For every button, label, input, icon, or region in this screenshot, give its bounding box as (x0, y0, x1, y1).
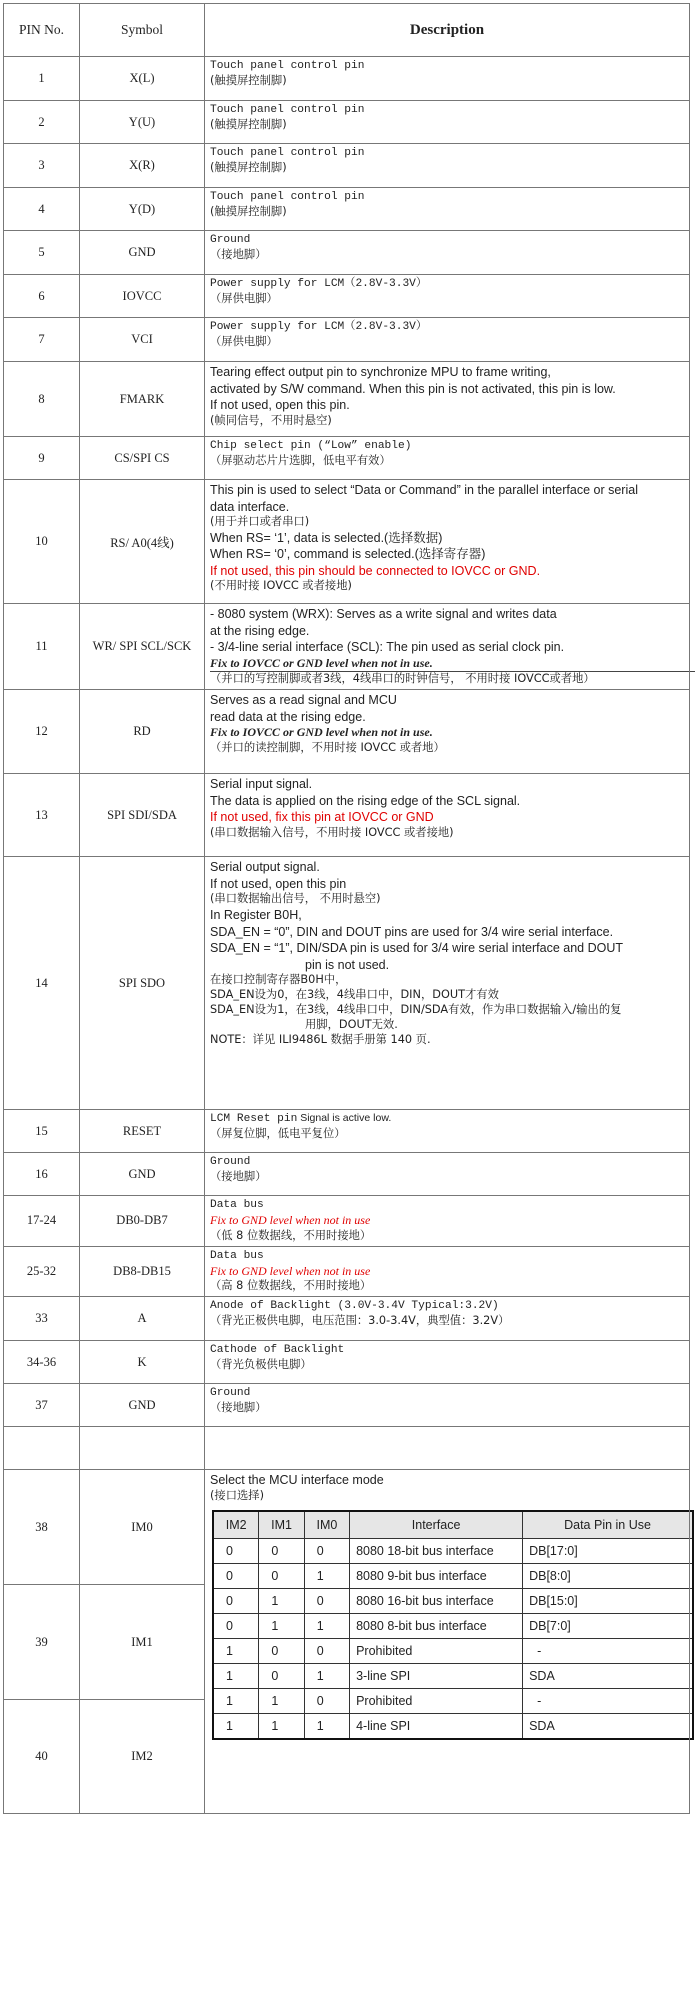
description-line (210, 439, 685, 454)
pin-symbol: GND (80, 1153, 205, 1196)
im-mode-table (212, 1510, 694, 1740)
im-mode-cell: 8080 8-bit bus interface (350, 1613, 523, 1638)
pin-number: 6 (4, 275, 80, 318)
pin-number: 12 (4, 690, 80, 774)
description-line (210, 672, 685, 687)
im-mode-cell: DB[8:0] (523, 1563, 693, 1588)
table-row (4, 1153, 690, 1196)
description-line (210, 161, 685, 176)
pin-description (205, 690, 690, 774)
description-line (210, 59, 685, 74)
description-line (210, 118, 685, 133)
description-text: Ground (210, 1156, 251, 1169)
im-mode-cell: 8080 16-bit bus interface (350, 1588, 523, 1613)
description-line (210, 623, 685, 640)
pin-rows (4, 57, 690, 1814)
description-text: （屏供电脚） (210, 291, 278, 305)
im-mode-cell: 0 (213, 1588, 259, 1613)
im-mode-cell: 0 (304, 1588, 349, 1613)
pin-description (205, 231, 690, 275)
description-text: (串口数据输出信号， 不用时悬空) (210, 892, 381, 906)
pin-number: 34-36 (4, 1341, 80, 1384)
description-text: Power supply for LCM（2.8V-3.3V） (210, 321, 428, 333)
description-line (210, 1229, 685, 1244)
im-mode-cell: 1 (213, 1638, 259, 1663)
pin-description (205, 57, 690, 101)
pin-number: 38 (4, 1470, 80, 1585)
description-line (210, 988, 685, 1003)
description-text: Cathode of Backlight (210, 1344, 345, 1357)
description-line (210, 709, 685, 726)
pin-symbol: A (80, 1297, 205, 1341)
im-mode-cell: - (523, 1638, 693, 1663)
im-mode-cell: 0 (213, 1538, 259, 1563)
description-line (210, 606, 685, 623)
description-line (210, 1155, 685, 1170)
pin-number: 14 (4, 857, 80, 1110)
description-text: When RS= ‘1’, data is selected.(选择数据) (210, 530, 443, 545)
im-mode-row (213, 1713, 693, 1739)
description-text: If not used, fix this pin at IOVCC or GND (210, 810, 434, 825)
im-mode-cell: 1 (213, 1688, 259, 1713)
table-row (4, 1246, 690, 1297)
im-mode-cell: 1 (259, 1688, 304, 1713)
description-text: （接地脚） (210, 1170, 267, 1184)
pin-description-table (3, 3, 690, 1814)
description-text: Ground (210, 1387, 251, 1400)
im-mode-cell: DB[7:0] (523, 1613, 693, 1638)
im-mode-row (213, 1613, 693, 1638)
description-text: Tearing effect output pin to synchronize MPU to frame writing, (210, 365, 551, 379)
description-line (210, 499, 685, 516)
description-line (210, 364, 685, 381)
description-text: Fix to IOVCC or GND level when not in use. (210, 725, 433, 740)
description-text: (触摸屏控制脚) (210, 160, 287, 174)
description-line (210, 414, 685, 429)
im-mode-cell: 0 (259, 1538, 304, 1563)
description-text: NOTE：详见 ILI9486L 数据手册第 140 页. (210, 1032, 431, 1046)
description-line (210, 725, 685, 741)
description-text: （背光正极供电脚，电压范围：3.0-3.4V，典型值：3.2V） (210, 1314, 510, 1328)
table-row (4, 1384, 690, 1427)
im-mode-cell: 0 (259, 1663, 304, 1688)
pin-symbol: X(L) (80, 57, 205, 101)
table-row (4, 275, 690, 318)
pin-number: 16 (4, 1153, 80, 1196)
pin-number: 7 (4, 318, 80, 362)
description-text: （背光负极供电脚） (210, 1358, 312, 1372)
pin-description (205, 774, 690, 857)
description-text: 用脚，DOUT无效. (305, 1017, 398, 1031)
pin-number: 15 (4, 1110, 80, 1153)
table-row (4, 1196, 690, 1247)
table-row (4, 231, 690, 275)
empty-cell (80, 1427, 205, 1470)
description-line (210, 482, 685, 499)
im-mode-cell: 8080 9-bit bus interface (350, 1563, 523, 1588)
description-text: If not used, this pin should be connected to IOVCC or GND. (210, 563, 541, 578)
description-text: Fix to IOVCC or GND level when not in use. (210, 655, 433, 670)
table-row (4, 690, 690, 774)
im-row (4, 1470, 690, 1585)
description-line (210, 1213, 685, 1229)
table-row (4, 604, 690, 690)
pin-symbol: K (80, 1341, 205, 1384)
description-line (210, 1018, 685, 1033)
header-row (4, 4, 690, 57)
im-mode-cell: Prohibited (350, 1638, 523, 1663)
pin-description (205, 1297, 690, 1341)
description-text: (串口数据输入信号，不用时接 IOVCC 或者接地) (210, 825, 454, 839)
pin-symbol: WR/ SPI SCL/SCK (80, 604, 205, 690)
description-line (210, 692, 685, 709)
description-line (210, 1198, 685, 1213)
description-line (210, 1386, 685, 1401)
header-pin-no: PIN No. (4, 4, 80, 57)
pin-description (205, 318, 690, 362)
pin-description (205, 1341, 690, 1384)
description-line (210, 957, 685, 974)
description-text: Fix to GND level when not in use (210, 1213, 371, 1228)
description-text: (用于并口或者串口) (210, 515, 310, 528)
description-line (210, 397, 685, 414)
pin-description (205, 275, 690, 318)
im-mode-cell: 4-line SPI (350, 1713, 523, 1739)
table-row (4, 57, 690, 101)
pin-symbol: IM0 (80, 1470, 205, 1585)
pin-number: 17-24 (4, 1196, 80, 1247)
description-text: Anode of Backlight (3.0V-3.4V Typical:3.2V) (210, 1300, 499, 1313)
im-mode-row (213, 1538, 693, 1563)
description-line (210, 320, 685, 335)
empty-row (4, 1427, 690, 1470)
pin-symbol: SPI SDI/SDA (80, 774, 205, 857)
description-text: - 3/4-line serial interface (SCL): The pin used as serial clock pin. (210, 640, 565, 654)
description-text: SDA_EN = “0”, DIN and DOUT pins are used for 3/4 wire serial interface. (210, 924, 614, 939)
description-text: SDA_EN = “1”, DIN/SDA pin is used for 3/4 wire serial interface and DOUT (210, 941, 624, 956)
description-text: （屏供电脚） (210, 334, 278, 348)
description-text: Power supply for LCM（2.8V-3.3V） (210, 278, 428, 290)
description-text: （屏复位脚，低电平复位） (210, 1127, 346, 1141)
description-line (210, 1358, 685, 1373)
im-mode-row (213, 1663, 693, 1688)
description-text: Data bus (210, 1199, 264, 1212)
description-line (210, 876, 685, 893)
description-text: activated by S/W command. When this pin is not activated, this pin is low. (210, 381, 616, 396)
description-line (210, 546, 685, 563)
description-text: If not used, open this pin (210, 876, 347, 891)
im-mode-cell: 0 (304, 1638, 349, 1663)
description-text: 在接口控制寄存器B0H中， (210, 973, 347, 987)
description-text: In Register B0H, (210, 908, 302, 923)
pin-number: 5 (4, 231, 80, 275)
im-intro-cn: (接口选择) (210, 1488, 265, 1502)
description-text: （高 8 位数据线，不用时接地） (210, 1279, 372, 1293)
pin-number: 25-32 (4, 1246, 80, 1297)
pin-symbol: DB8-DB15 (80, 1246, 205, 1297)
description-text: Touch panel control pin (210, 147, 365, 159)
description-text: LCM Reset pin (210, 1113, 298, 1126)
im-mode-cell: 1 (213, 1663, 259, 1688)
description-line (210, 233, 685, 248)
description-text: This pin is used to select “Data or Command” in the parallel interface or serial (210, 483, 638, 497)
pin-description (205, 1196, 690, 1247)
pin-description (205, 1384, 690, 1427)
pin-description (205, 1153, 690, 1196)
pin-number: 39 (4, 1585, 80, 1700)
description-text: read data at the rising edge. (210, 709, 366, 724)
pin-symbol: X(R) (80, 144, 205, 188)
description-text: Touch panel control pin (210, 104, 365, 116)
im-mode-cell: 0 (259, 1638, 304, 1663)
pin-number: 11 (4, 604, 80, 690)
table-row (4, 774, 690, 857)
description-note: Signal is active low. (297, 1112, 392, 1125)
description-line (210, 1299, 685, 1314)
description-line (210, 1112, 685, 1127)
im-mode-cell: DB[15:0] (523, 1588, 693, 1613)
description-line (210, 205, 685, 220)
pin-symbol: RESET (80, 1110, 205, 1153)
im-mode-cell: 0 (213, 1613, 259, 1638)
description-text: SDA_EN设为1，在3线，4线串口中，DIN/SDA有效，作为串口数据输入/输出的复 (210, 1002, 622, 1016)
description-line (210, 248, 685, 263)
pin-description (205, 101, 690, 144)
pin-symbol: CS/SPI CS (80, 437, 205, 480)
im-mode-cell: 0 (304, 1538, 349, 1563)
pin-symbol: IM2 (80, 1700, 205, 1814)
description-text: (帧同信号，不用时悬空) (210, 413, 332, 427)
im-mode-header-row (213, 1511, 693, 1539)
description-text: Serial output signal. (210, 860, 320, 875)
im-mode-col-header: Data Pin in Use (523, 1511, 693, 1539)
header-symbol: Symbol (80, 4, 205, 57)
description-line (210, 1279, 685, 1294)
pin-symbol: RD (80, 690, 205, 774)
description-text: (不用时接 IOVCC 或者接地) (210, 579, 352, 593)
table-row (4, 857, 690, 1110)
description-line (210, 859, 685, 876)
description-line (210, 1249, 685, 1264)
description-text: Chip select pin (“Low” enable) (210, 440, 412, 452)
description-text: data interface. (210, 499, 290, 514)
description-text: Fix to GND level when not in use (210, 1263, 371, 1278)
im-mode-cell: 1 (259, 1588, 304, 1613)
description-line (210, 639, 685, 656)
pin-description (205, 480, 690, 604)
im-mode-cell: DB[17:0] (523, 1538, 693, 1563)
table-row (4, 437, 690, 480)
im-mode-cell: 3-line SPI (350, 1663, 523, 1688)
table-row (4, 480, 690, 604)
description-line (210, 907, 685, 924)
header-description: Description (205, 4, 690, 57)
description-line (210, 1033, 685, 1048)
im-mode-cell: 1 (304, 1713, 349, 1739)
pin-symbol: Y(D) (80, 188, 205, 231)
description-line (210, 103, 685, 118)
im-mode-cell: SDA (523, 1713, 693, 1739)
description-text: (触摸屏控制脚) (210, 204, 287, 218)
pin-symbol: RS/ A0(4线) (80, 480, 205, 604)
description-line (210, 809, 685, 826)
im-mode-col-header: IM1 (259, 1511, 304, 1539)
im-mode-cell: 1 (304, 1613, 349, 1638)
im-mode-cell: 0 (259, 1563, 304, 1588)
im-mode-col-header: IM0 (304, 1511, 349, 1539)
description-line (210, 656, 695, 673)
description-line (210, 1264, 685, 1280)
description-line (210, 277, 685, 292)
description-text: （低 8 位数据线，不用时接地） (210, 1228, 372, 1242)
description-text: Serial input signal. (210, 777, 313, 792)
pin-symbol: Y(U) (80, 101, 205, 144)
description-line (210, 826, 685, 841)
description-line (210, 454, 685, 469)
pin-number: 1 (4, 57, 80, 101)
description-line (210, 973, 685, 988)
pin-symbol: GND (80, 231, 205, 275)
im-intro: Select the MCU interface mode (210, 1473, 384, 1488)
pin-number: 8 (4, 362, 80, 437)
description-line (210, 1003, 685, 1018)
im-mode-cell: 1 (304, 1563, 349, 1588)
im-mode-cell: 1 (259, 1613, 304, 1638)
empty-cell (205, 1427, 690, 1470)
pin-description (205, 188, 690, 231)
description-text: Serves as a read signal and MCU (210, 693, 397, 708)
im-mode-row (213, 1588, 693, 1613)
description-text: If not used, open this pin. (210, 398, 350, 412)
description-line (210, 940, 685, 957)
im-mode-cell: 1 (259, 1713, 304, 1739)
pin-number: 3 (4, 144, 80, 188)
description-text: (触摸屏控制脚) (210, 117, 287, 131)
table-row (4, 318, 690, 362)
description-line (210, 776, 685, 793)
description-line (210, 579, 685, 594)
description-text: Touch panel control pin (210, 60, 365, 72)
pin-symbol: IM1 (80, 1585, 205, 1700)
description-line (210, 74, 685, 89)
pin-description (205, 437, 690, 480)
im-mode-row (213, 1638, 693, 1663)
description-line (210, 1127, 685, 1142)
description-text: (触摸屏控制脚) (210, 73, 287, 87)
im-mode-cell: SDA (523, 1663, 693, 1688)
description-line (210, 190, 685, 205)
pin-description (205, 1246, 690, 1297)
description-text: pin is not used. (305, 957, 390, 972)
im-mode-row (213, 1688, 693, 1713)
pin-number: 40 (4, 1700, 80, 1814)
im-mode-cell: - (523, 1688, 693, 1713)
table-row (4, 101, 690, 144)
description-line (210, 1314, 685, 1329)
im-mode-cell: Prohibited (350, 1688, 523, 1713)
description-text: （屏驱动芯片片选脚，低电平有效） (210, 453, 391, 467)
description-line (210, 515, 685, 530)
description-line (210, 292, 685, 307)
pin-description (205, 362, 690, 437)
description-text: Ground (210, 234, 251, 246)
im-mode-row (213, 1563, 693, 1588)
description-line (210, 1343, 685, 1358)
description-text: Touch panel control pin (210, 191, 365, 203)
pin-number: 4 (4, 188, 80, 231)
pin-description (205, 1110, 690, 1153)
pin-symbol: VCI (80, 318, 205, 362)
table-row (4, 1110, 690, 1153)
description-line (210, 924, 685, 941)
im-mode-cell: 8080 18-bit bus interface (350, 1538, 523, 1563)
pin-description (205, 857, 690, 1110)
im-mode-cell: 0 (304, 1688, 349, 1713)
description-text: Data bus (210, 1249, 264, 1262)
pin-description (205, 604, 690, 690)
pin-number: 13 (4, 774, 80, 857)
im-mode-cell: 1 (304, 1663, 349, 1688)
im-mode-col-header: IM2 (213, 1511, 259, 1539)
description-text: （接地脚） (210, 1401, 267, 1415)
description-text: SDA_EN设为0，在3线，4线串口中，DIN，DOUT才有效 (210, 988, 499, 1002)
pin-number: 9 (4, 437, 80, 480)
table-row (4, 1297, 690, 1341)
description-text: When RS= ‘0’, command is selected.(选择寄存器) (210, 547, 486, 562)
im-mode-description (205, 1470, 690, 1814)
pin-symbol: IOVCC (80, 275, 205, 318)
pin-symbol: DB0-DB7 (80, 1196, 205, 1247)
table-row (4, 144, 690, 188)
description-line (210, 1170, 685, 1185)
pin-number: 10 (4, 480, 80, 604)
pin-description (205, 144, 690, 188)
description-text: （并口的读控制脚，不用时接 IOVCC 或者地） (210, 741, 445, 755)
description-line (210, 793, 685, 810)
description-line (210, 892, 685, 907)
description-text: （并口的写控制脚或者3线，4线串口的时钟信号， 不用时接 IOVCC或者地） (210, 672, 595, 686)
table-row (4, 362, 690, 437)
pin-symbol: FMARK (80, 362, 205, 437)
im-mode-cell: 1 (213, 1713, 259, 1739)
table-row (4, 188, 690, 231)
im-mode-cell: 0 (213, 1563, 259, 1588)
description-line (210, 530, 685, 547)
description-text: at the rising edge. (210, 623, 310, 638)
table-row (4, 1341, 690, 1384)
description-text: - 8080 system (WRX): Serves as a write signal and writes data (210, 607, 557, 621)
description-line (210, 1401, 685, 1416)
empty-cell (4, 1427, 80, 1470)
pin-number: 37 (4, 1384, 80, 1427)
description-text: The data is applied on the rising edge of the SCL signal. (210, 793, 521, 808)
pin-number: 2 (4, 101, 80, 144)
pin-symbol: SPI SDO (80, 857, 205, 1110)
im-mode-col-header: Interface (350, 1511, 523, 1539)
pin-number: 33 (4, 1297, 80, 1341)
description-line (210, 146, 685, 161)
description-line (210, 335, 685, 350)
description-line (210, 741, 685, 756)
description-line (210, 563, 685, 580)
description-line (210, 381, 685, 398)
pin-symbol: GND (80, 1384, 205, 1427)
description-text: （接地脚） (210, 247, 267, 261)
